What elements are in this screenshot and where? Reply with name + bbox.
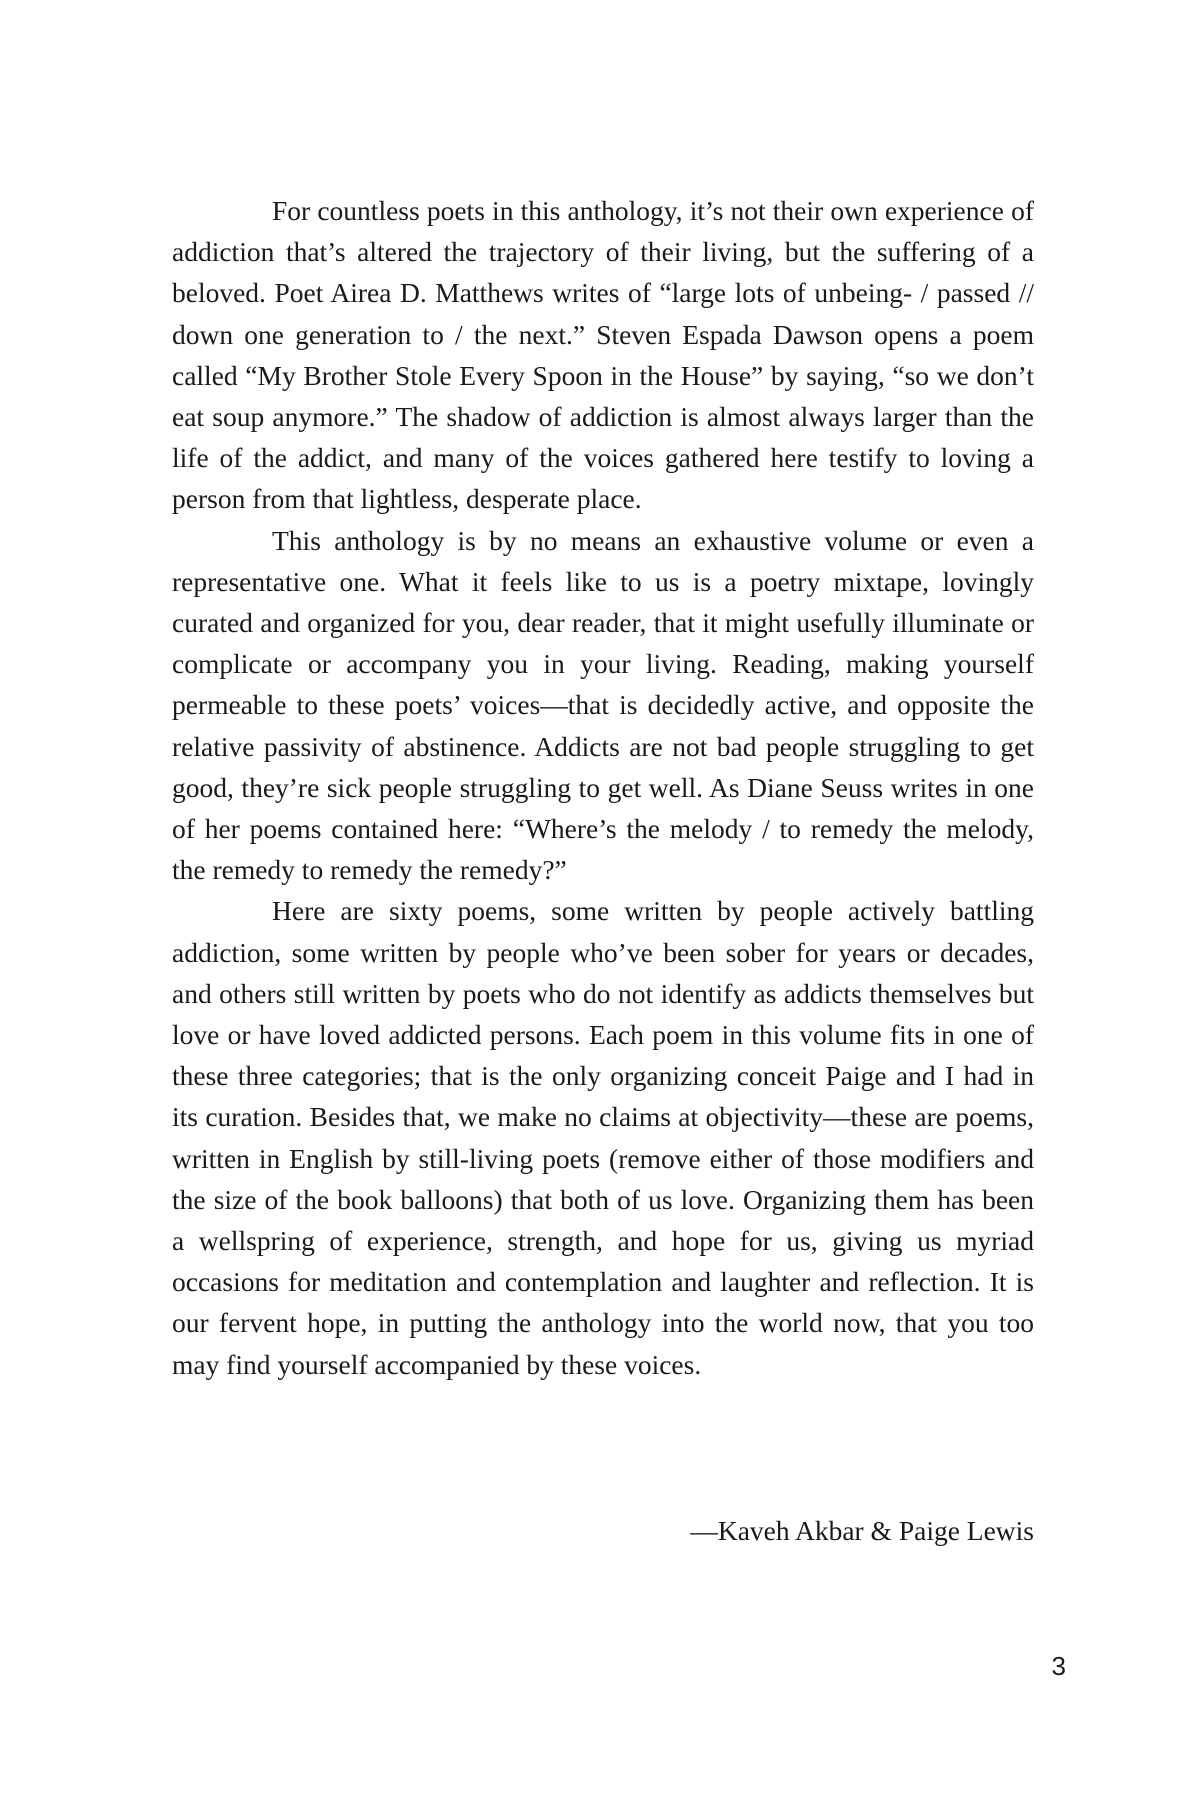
paragraph-3: Here are sixty poems, some written by people actively battling addiction, some written by people who’ve been sober for years or decades, and others still written by poets who do not identify as addicts themselves but love or have loved addicted persons. Each poem in this volume fits in one of these three categories; that is the only organizing conceit Paige and I had in its curation. Besides that, we make no claims at objectivity—these are poems, written in English by still-living poets (remove either of those modifiers and the size of the book balloons) that both of us love. Organizing them has been a wellspring of experience, strength, and hope for us, giving us myriad occasions for meditation and contemplation and laughter and reflection. It is our fervent hope, in putting the anthology into the world now, that you too may find yourself accompanied by these voices. [172,895,1034,1380]
paragraph-1: For countless poets in this anthology, it’s not their own experience of addiction that’s altered the trajectory of their living, but the suffering of a beloved. Poet Airea D. Matthews writes of “large lots of unbeing- / passed // down one generation to / the next.” Steven Espada Dawson opens a poem called “My Brother Stole Every Spoon in the House” by saying, “so we don’t eat soup anymore.” The shadow of addiction is almost always larger than the life of the addict, and many of the voices gathered here testify to loving a person from that lightless, desperate place. [172,195,1034,515]
page-number: 3 [1051,1651,1066,1681]
author-signature: —Kaveh Akbar & Paige Lewis [690,1515,1034,1546]
paragraph-2: This anthology is by no means an exhaustive volume or even a representative one. What it feels like to us is a poetry mixtape, lovingly curated and organized for you, dear reader, that it might usefully illuminate or complicate or accompany you in your living. Reading, making yourself permeable to these poets’ voices—that is decidedly active, and opposite the relative passivity of abstinence. Addicts are not bad people struggling to get good, they’re sick people struggling to get well. As Diane Seuss writes in one of her poems contained here: “Where’s the melody / to remedy the melody, the remedy to remedy the remedy?” [172,524,1034,886]
body-text [172,190,1034,1385]
